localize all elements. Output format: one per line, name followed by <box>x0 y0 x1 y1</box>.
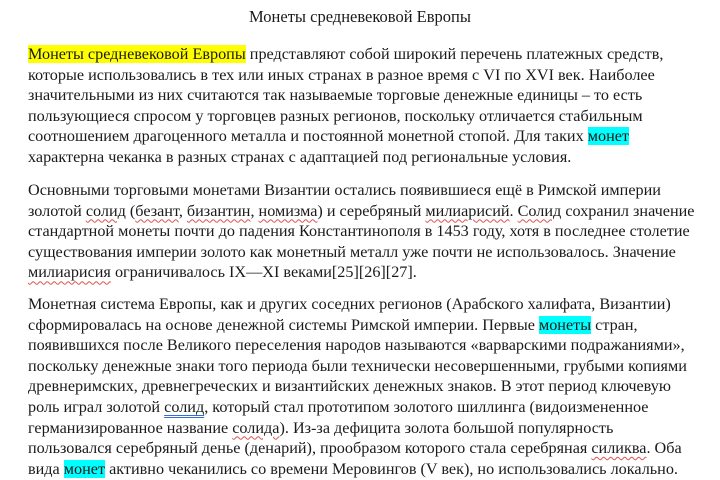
text-run: характерна чеканка в разных странах с адаптацией под региональные условия. <box>28 147 572 166</box>
text-run: , который стал прототипом золотого шиллинга (видоизмененное германизированное название <box>28 397 649 437</box>
highlighted-word: монет <box>63 459 106 478</box>
text-run: , <box>250 201 259 220</box>
highlighted-word: монеты <box>538 315 592 334</box>
document-title: Монеты средневековой Европы <box>249 7 471 26</box>
text-run: Монетная система Европы, как и других соседних регионов (Арабского халифата, Византии) сформировалась на основе денежной системы Римской империи. Первые <box>28 295 671 334</box>
text-run: ограничивалось IX—XI веками[25][26][27]. <box>110 263 417 282</box>
spellcheck-flagged-word: безант <box>135 201 179 220</box>
highlighted-phrase: Монеты средневековой Европы <box>28 45 246 63</box>
paragraph-3 <box>28 294 698 479</box>
text-run: ) и серебряный <box>317 201 426 220</box>
text-run: ). Из-за дефицита золота большой популярность пользовался серебряный денье (денарий), прообразом которого стала серебряная <box>28 418 614 458</box>
spellcheck-flagged-word: милиарисия <box>28 263 111 282</box>
text-run: ( <box>125 201 136 220</box>
paragraph-2 <box>28 180 698 283</box>
spellcheck-flagged-word: Солид <box>517 201 562 220</box>
text-run: , <box>178 201 187 220</box>
spellcheck-flagged-word: силиква <box>591 439 647 458</box>
text-run: . <box>509 201 518 220</box>
text-run: Основными торговыми монетами Византии остались появившиеся ещё в Римской империи золотой <box>28 181 661 220</box>
spellcheck-flagged-word: солид <box>85 201 126 220</box>
text-run: . Оба вида <box>28 439 682 478</box>
text-run: сохранил значение стандартной монеты почти до падения Константинополя в 1453 году, хотя в последнее столетие существования империи золото как монетный металл уже почти не использовалось. Значение <box>28 201 695 261</box>
text-run: представляют собой широкий перечень платежных средств, которые использовались в тех или иных странах в разное время с VI по XVI век. Наиболее значительными из них считаются так называемые торговые денежные единицы – то есть пользующиеся спросом у торговцев разных регионов, поскольку отличается стабильным соотношением драгоценного металла и постоянной монетной стопой. Для таких <box>28 45 664 146</box>
highlighted-word: монет <box>587 127 629 146</box>
grammar-flagged-word: солид <box>164 397 205 416</box>
spellcheck-flagged-word: милиарисий <box>425 201 510 220</box>
text-run: стран, появившихся после Великого переселения народов называются «варварскими подражаниями», поскольку денежные знаки того периода были технически несовершенными, грубыми копиями древнеримских, древнегреческих и византийских денежных знаков. В этот период ключевую роль играл золотой <box>28 315 687 416</box>
text-run: активно чеканились со времени Меровингов (V век), но использовались локально. <box>105 459 678 478</box>
paragraph-1 <box>28 44 698 168</box>
spellcheck-flagged-word: бизантин <box>186 201 251 220</box>
spellcheck-flagged-word: номизма <box>258 201 318 220</box>
spellcheck-flagged-word: солида <box>232 418 280 437</box>
